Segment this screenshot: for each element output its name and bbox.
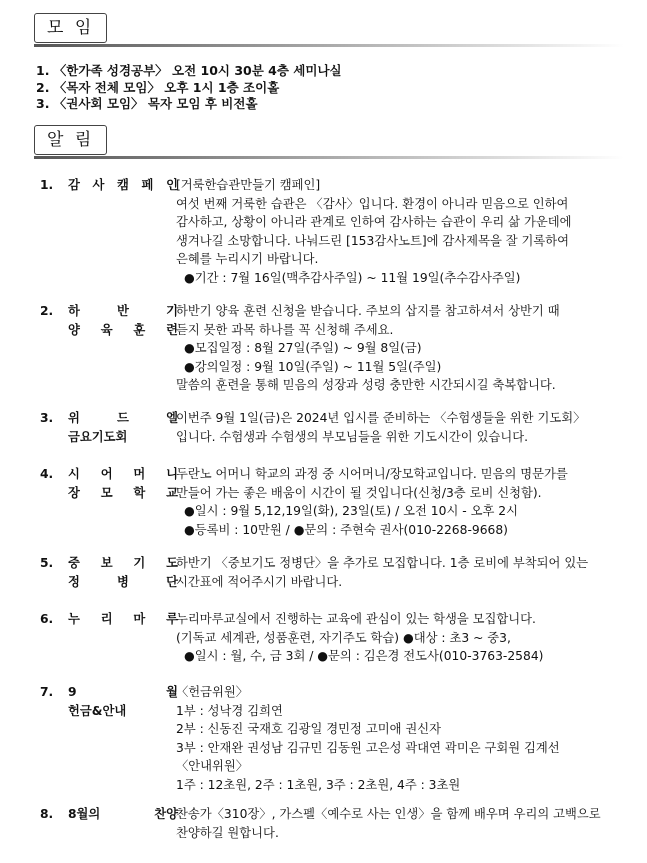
notice-body-line: 이번주 9월 1일(금)은 2024년 입시를 준비하는 〈수험생들을 위한 기도회〉	[176, 411, 586, 425]
notice-body-line: 누리마루교실에서 진행하는 교육에 관심이 있는 학생을 모집합니다.	[176, 612, 536, 626]
notice-title-char: 육	[100, 322, 113, 337]
notice-title-char: 머	[133, 467, 146, 481]
notice-body-line: 하반기 〈중보기도 정병단〉을 추가로 모집합니다. 1층 로비에 부착되어 있는	[176, 556, 589, 570]
notice-body-line: 시간표에 적어주시기 바랍니다.	[176, 574, 343, 589]
notice-title-line	[68, 484, 178, 503]
notice-title-char: 기	[133, 556, 146, 570]
notice-body-line: 1주 : 12초원, 2주 : 1초원, 3주 : 2초원, 4주 : 3초원	[176, 777, 461, 792]
notice-body	[176, 610, 622, 666]
notice-body-line: 1부 : 성낙경 김희연	[176, 703, 283, 718]
notice-title-char: 단	[166, 574, 178, 589]
notice-title-char: 병	[117, 574, 129, 589]
notice-title-line	[68, 409, 178, 428]
meeting-item: 3. 〈권사회 모임〉 목자 모임 후 비전홀	[36, 96, 258, 111]
notice-title-char: 8월의	[68, 807, 101, 821]
notice-body-line: 3부 : 안재완 권성남 김규민 김동원 고은성 곽대연 곽미은 구회원 김계선	[176, 740, 560, 755]
notice-body	[176, 805, 622, 842]
notice-body-line: 두란노 어머니 학교의 과정 중 시어머니/장모학교입니다. 믿음의 명문가를	[176, 467, 568, 481]
notice-body	[176, 176, 622, 287]
notice-title-char: 9	[68, 685, 77, 699]
notice-number: 6.	[40, 612, 54, 626]
notice-number: 7.	[40, 685, 54, 699]
notice-title	[68, 302, 178, 339]
notice-title-char: 엘	[166, 411, 178, 425]
notice-body-line: ●기간 : 7월 16일(맥추감사주일) ~ 11월 19일(추수감사주일)	[184, 270, 521, 285]
notice-title-char: 중	[68, 556, 80, 570]
notice-title-char: 리	[100, 612, 113, 626]
notice-number: 8.	[40, 807, 54, 821]
meeting-item: 2. 〈목자 전체 모임〉 오후 1시 1층 조이홀	[36, 79, 280, 95]
notice-title-char: 어	[100, 467, 113, 481]
notice-title-line	[68, 428, 178, 447]
notice-title-line	[68, 805, 178, 824]
notice-title-char: 교	[166, 485, 178, 500]
notice-title-char: 훈	[133, 322, 146, 337]
notice-body-line: 〈헌금위원〉	[176, 685, 249, 699]
notice-title	[68, 176, 178, 195]
notice-title-char: 양	[68, 322, 80, 337]
notice-body-line: 〈안내위원〉	[176, 759, 249, 773]
notice-title-char: 정	[68, 574, 80, 589]
notice-body-line: 은혜를 누리시기 바랍니다.	[176, 252, 319, 266]
notice-title-char: 련	[166, 322, 178, 337]
notice-title	[68, 683, 178, 720]
notice-title-line	[68, 321, 178, 340]
notice-title	[68, 465, 178, 502]
notice-title-char: 시	[68, 467, 80, 481]
notice-title-char: 도	[166, 556, 178, 570]
notice-title-char: 인	[166, 178, 178, 192]
notice-title-char: 캠	[117, 178, 129, 192]
notice-number: 1.	[40, 178, 54, 192]
notice-title-line	[68, 465, 178, 484]
notice-title-char: 장	[68, 485, 80, 500]
notice-body-line: 찬송가〈310장〉, 가스펠〈예수로 사는 인생〉을 함께 배우며 우리의 고백으로	[176, 807, 601, 821]
notice-title-char: 찬양	[154, 807, 178, 821]
notice-body-line: 말씀의 훈련을 통해 믿음의 성장과 성령 충만한 시간되시길 축복합니다.	[176, 378, 556, 392]
notice-body-line: ●일시 : 월, 수, 금 3회 / ●문의 : 김은경 전도사(010-3763-2584)	[184, 649, 544, 663]
notice-title-char: 모	[100, 485, 113, 500]
notice-number: 5.	[40, 556, 54, 570]
notice-title-char: 감	[68, 178, 80, 192]
notice-body	[176, 554, 622, 591]
notice-title-char: 드	[117, 411, 129, 425]
notice-title-char: 금요기도회	[68, 429, 128, 444]
notice-title	[68, 409, 178, 446]
notice-title	[68, 610, 178, 629]
notice-body-line: ●모집일정 : 8월 27일(주일) ~ 9월 8일(금)	[184, 341, 422, 355]
notice-title-line	[68, 302, 178, 321]
notice-title-line	[68, 683, 178, 702]
notice-body-line: 감사하고, 상황이 아니라 관계로 인하여 감사하는 습관이 우리 삶 가운데에	[176, 215, 572, 229]
notice-body	[176, 302, 622, 395]
notice-body-line: 찬양하길 원합니다.	[176, 825, 279, 840]
notice-title-char: 기	[166, 304, 178, 318]
notice-title	[68, 805, 178, 824]
notice-title-char: 페	[141, 178, 154, 192]
notice-body-line: 입니다. 수험생과 수험생의 부모님들을 위한 기도시간이 있습니다.	[176, 429, 528, 444]
notice-title-line	[68, 610, 178, 629]
meeting-section-rule	[34, 44, 624, 48]
notice-title-char: 보	[100, 556, 113, 570]
notice-title-char: 헌금&안내	[68, 703, 127, 718]
notice-title-char: 사	[92, 178, 105, 192]
notice-body	[176, 683, 622, 794]
meeting-section-title: 모 임	[34, 13, 107, 43]
notice-section-header	[34, 124, 107, 156]
notice-body-line: [거룩한습관만들기 캠페인]	[176, 178, 321, 192]
notice-body-line: 하반기 양육 훈련 신청을 받습니다. 주보의 삽지를 참고하셔서 상반기 때	[176, 304, 560, 318]
notice-number: 4.	[40, 467, 54, 481]
notice-title	[68, 554, 178, 591]
notice-body-line: 생겨나길 소망합니다. 나눠드린 [153감사노트]에 감사제목을 잘 기록하여	[176, 233, 570, 248]
notice-body	[176, 465, 622, 539]
meeting-list	[36, 63, 342, 113]
notice-body-line: 만들어 가는 좋은 배움이 시간이 될 것입니다(신청/3층 로비 신청함).	[176, 485, 542, 500]
meeting-item: 1. 〈한가족 성경공부〉 오전 10시 30분 4층 세미나실	[36, 63, 342, 78]
notice-title-char: 누	[68, 612, 80, 626]
notice-body-line: ●강의일정 : 9월 10일(주일) ~ 11월 5일(주일)	[184, 359, 442, 374]
notice-title-char: 루	[166, 612, 178, 626]
notice-body-line: 2부 : 신동진 국재호 김광일 경민정 고미애 권신자	[176, 722, 442, 736]
notice-section-title: 알 림	[34, 125, 107, 155]
notice-title-char: 마	[133, 612, 146, 626]
meeting-section-header	[34, 12, 107, 44]
notice-number: 3.	[40, 411, 54, 425]
notice-section-rule	[34, 156, 624, 160]
notice-number: 2.	[40, 304, 54, 318]
notice-title-char: 니	[166, 467, 178, 481]
notice-body-line: 듣지 못한 과목 하나를 꼭 신청해 주세요.	[176, 322, 394, 337]
notice-title-line	[68, 573, 178, 592]
notice-body-line: ●일시 : 9월 5,12,19일(화), 23일(토) / 오전 10시 - 오후 2시	[184, 504, 518, 518]
notice-title-char: 학	[133, 485, 146, 500]
notice-title-char: 반	[117, 304, 129, 318]
notice-body-line: ●등록비 : 10만원 / ●문의 : 주현숙 권사(010-2268-9668)	[184, 522, 508, 537]
notice-body	[176, 409, 622, 446]
notice-title-char: 월	[166, 685, 178, 699]
notice-title-line	[68, 554, 178, 573]
notice-title-char: 위	[68, 411, 80, 425]
notice-title-line	[68, 176, 178, 195]
notice-body-line: (기독교 세계관, 성품훈련, 자기주도 학습) ●대상 : 초3 ~ 중3,	[176, 630, 511, 645]
notice-title-char: 하	[68, 304, 80, 318]
notice-body-line: 여섯 번째 거룩한 습관은 〈감사〉입니다. 환경이 아니라 믿음으로 인하여	[176, 196, 569, 211]
notice-title-line	[68, 702, 178, 721]
